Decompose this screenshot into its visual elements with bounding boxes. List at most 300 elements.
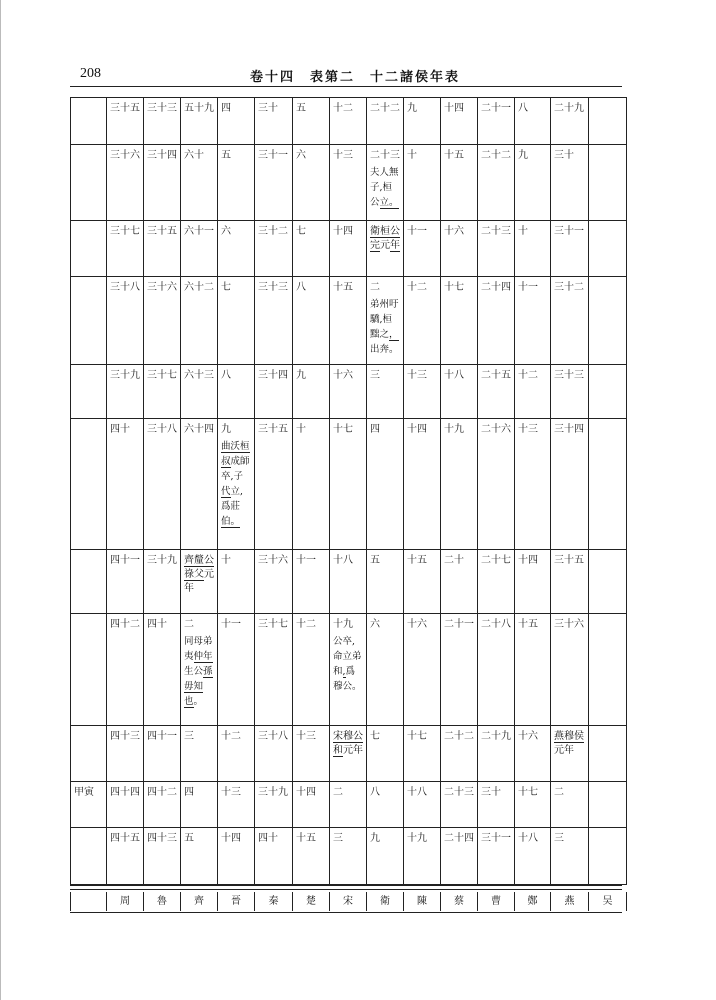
year-value: 二十六 (481, 424, 511, 435)
year-value: 十四 (407, 424, 427, 435)
year-cell (181, 145, 218, 221)
year-value: 三十五 (554, 555, 584, 566)
year-value: 三十六 (110, 150, 140, 161)
year-value: 三十 (258, 103, 278, 114)
table-row (71, 145, 627, 221)
year-value: 十 (296, 424, 306, 435)
year-cell (589, 277, 627, 365)
year-value: 三十六 (554, 619, 584, 630)
year-value: 十九 (333, 619, 353, 630)
year-cell (515, 782, 551, 828)
year-cell (330, 550, 367, 614)
year-cell (367, 550, 404, 614)
year-cell (589, 782, 627, 828)
year-value: 七 (370, 731, 380, 742)
state-name: 魯 (144, 892, 181, 911)
year-cell (293, 145, 330, 221)
year-cell (107, 277, 144, 365)
year-value: 二 (333, 787, 343, 798)
year-cell (218, 221, 255, 277)
state-name: 燕 (551, 892, 589, 911)
era-cell (71, 277, 107, 365)
year-value: 十二 (333, 103, 353, 114)
year-cell (441, 98, 478, 145)
year-value: 六十一 (184, 226, 214, 237)
table-row (71, 614, 627, 726)
year-cell (144, 221, 181, 277)
year-value: 十五 (518, 619, 538, 630)
year-value: 十七 (333, 424, 353, 435)
year-cell (255, 550, 293, 614)
year-cell (367, 365, 404, 419)
year-cell (144, 782, 181, 828)
year-cell (144, 726, 181, 782)
year-cell (144, 365, 181, 419)
year-value: 十一 (296, 555, 316, 566)
year-cell (551, 828, 589, 885)
year-cell (181, 277, 218, 365)
year-cell (255, 419, 293, 550)
year-cell (441, 782, 478, 828)
year-cell (144, 828, 181, 885)
year-cell (107, 782, 144, 828)
year-value: 二十二 (444, 731, 474, 742)
year-value: 十六 (444, 226, 464, 237)
year-cell (293, 221, 330, 277)
era-cell (71, 221, 107, 277)
year-value: 三十一 (554, 226, 584, 237)
year-value: 三十七 (147, 370, 177, 381)
year-cell (218, 614, 255, 726)
table-row (71, 782, 627, 828)
year-cell (551, 365, 589, 419)
year-value: 十五 (444, 150, 464, 161)
year-cell (515, 145, 551, 221)
year-value: 十五 (296, 833, 316, 844)
year-cell (330, 365, 367, 419)
year-cell (144, 419, 181, 550)
year-value: 十九 (407, 833, 427, 844)
year-value: 十六 (407, 619, 427, 630)
year-value: 十四 (333, 226, 353, 237)
year-cell (478, 550, 515, 614)
year-value: 二十三 (370, 150, 400, 161)
state-name: 蔡 (441, 892, 478, 911)
year-cell (107, 145, 144, 221)
year-value: 十五 (407, 555, 427, 566)
year-value: 三十二 (554, 282, 584, 293)
year-value: 燕穆侯元年 (554, 731, 584, 756)
year-cell (589, 614, 627, 726)
state-name: 楚 (293, 892, 330, 911)
year-value: 三十 (554, 150, 574, 161)
year-value: 四 (184, 787, 194, 798)
state-name: 秦 (255, 892, 293, 911)
year-cell (107, 614, 144, 726)
footer-top-rule (70, 889, 622, 890)
year-cell (404, 726, 441, 782)
year-cell (255, 614, 293, 726)
year-value: 四十一 (147, 731, 177, 742)
table-row (71, 726, 627, 782)
year-cell (515, 277, 551, 365)
year-value: 十六 (518, 731, 538, 742)
state-name: 吴 (589, 892, 627, 911)
year-cell (144, 277, 181, 365)
year-cell (551, 277, 589, 365)
year-value: 十八 (444, 370, 464, 381)
year-value: 十 (221, 555, 231, 566)
year-value: 十 (407, 150, 417, 161)
year-cell (551, 419, 589, 550)
year-cell (551, 145, 589, 221)
year-value: 三 (184, 731, 194, 742)
year-value: 三十八 (258, 731, 288, 742)
era-cell (71, 828, 107, 885)
year-value: 二十二 (481, 150, 511, 161)
year-value: 十四 (444, 103, 464, 114)
year-value: 二十三 (481, 226, 511, 237)
year-cell (589, 550, 627, 614)
year-cell (515, 221, 551, 277)
year-value: 六十四 (184, 424, 214, 435)
year-cell (589, 726, 627, 782)
year-value: 十二 (296, 619, 316, 630)
year-cell (255, 221, 293, 277)
year-cell (330, 419, 367, 550)
year-value: 十二 (407, 282, 427, 293)
year-value: 六 (370, 619, 380, 630)
year-value: 三十六 (258, 555, 288, 566)
era-cell (71, 419, 107, 550)
year-value: 十一 (221, 619, 241, 630)
year-value: 宋穆公和元年 (333, 731, 363, 756)
state-name: 衛 (367, 892, 404, 911)
year-value: 六 (296, 150, 306, 161)
year-cell (255, 145, 293, 221)
year-cell (255, 98, 293, 145)
state-header-row (70, 892, 627, 911)
year-cell (181, 221, 218, 277)
year-value: 三十二 (258, 226, 288, 237)
event-note: 曲沃桓叔成師卒,子代立,爲莊伯。 (221, 441, 250, 527)
year-value: 四十三 (147, 833, 177, 844)
year-value: 十八 (518, 833, 538, 844)
year-cell (367, 98, 404, 145)
year-cell (181, 828, 218, 885)
year-cell (404, 98, 441, 145)
year-value: 二十九 (554, 103, 584, 114)
year-cell (515, 419, 551, 550)
era-cell (71, 726, 107, 782)
year-cell (293, 782, 330, 828)
year-cell (478, 221, 515, 277)
year-value: 十七 (518, 787, 538, 798)
year-cell (404, 221, 441, 277)
year-value: 二十九 (481, 731, 511, 742)
year-cell (107, 419, 144, 550)
year-cell (441, 726, 478, 782)
year-cell (293, 614, 330, 726)
year-value: 十八 (407, 787, 427, 798)
event-note: 同母弟夷仲年生公孫毋知也。 (184, 636, 213, 707)
year-cell (330, 277, 367, 365)
year-value: 三 (333, 833, 343, 844)
year-cell (218, 419, 255, 550)
year-cell (441, 419, 478, 550)
year-value: 三十五 (110, 103, 140, 114)
year-cell (107, 828, 144, 885)
year-value: 二十四 (481, 282, 511, 293)
table-row (71, 550, 627, 614)
year-value: 三十 (481, 787, 501, 798)
year-value: 十三 (333, 150, 353, 161)
year-value: 三十三 (258, 282, 288, 293)
year-value: 三十四 (554, 424, 584, 435)
year-cell (367, 277, 404, 365)
year-cell (404, 365, 441, 419)
year-value: 四十一 (110, 555, 140, 566)
year-cell (404, 550, 441, 614)
year-value: 四十五 (110, 833, 140, 844)
year-value: 三十八 (147, 424, 177, 435)
year-value: 二 (554, 787, 564, 798)
year-cell (367, 221, 404, 277)
year-cell (367, 145, 404, 221)
year-value: 十四 (221, 833, 241, 844)
year-cell (218, 726, 255, 782)
year-cell (367, 828, 404, 885)
era-cell (71, 550, 107, 614)
year-cell (367, 614, 404, 726)
year-cell (515, 98, 551, 145)
year-cell (589, 419, 627, 550)
year-value: 三 (370, 370, 380, 381)
year-cell (255, 365, 293, 419)
year-cell (181, 614, 218, 726)
year-cell (218, 365, 255, 419)
year-value: 三十一 (481, 833, 511, 844)
year-value: 三十六 (147, 282, 177, 293)
year-value: 二十五 (481, 370, 511, 381)
year-value: 七 (221, 282, 231, 293)
year-cell (181, 98, 218, 145)
year-value: 三十七 (258, 619, 288, 630)
year-cell (144, 550, 181, 614)
year-value: 三十七 (110, 226, 140, 237)
chronology-table (70, 97, 627, 885)
year-value: 五十九 (184, 103, 214, 114)
year-value: 四十四 (110, 787, 140, 798)
year-value: 三十九 (110, 370, 140, 381)
year-cell (551, 782, 589, 828)
era-cell (71, 365, 107, 419)
year-value: 十八 (333, 555, 353, 566)
year-value: 九 (407, 103, 417, 114)
table-row (71, 419, 627, 550)
year-value: 十三 (296, 731, 316, 742)
year-cell (218, 98, 255, 145)
year-cell (330, 221, 367, 277)
year-cell (144, 145, 181, 221)
year-value: 九 (296, 370, 306, 381)
year-cell (441, 145, 478, 221)
year-cell (330, 98, 367, 145)
year-value: 十四 (296, 787, 316, 798)
event-note: 夫人無子,桓公立。 (370, 167, 399, 208)
year-value: 十一 (518, 282, 538, 293)
year-cell (478, 419, 515, 550)
year-cell (330, 828, 367, 885)
year-value: 十七 (407, 731, 427, 742)
year-cell (255, 782, 293, 828)
year-value: 三十三 (554, 370, 584, 381)
year-cell (107, 365, 144, 419)
year-cell (589, 828, 627, 885)
year-cell (255, 277, 293, 365)
year-value: 四十 (258, 833, 278, 844)
year-cell (589, 221, 627, 277)
year-cell (441, 277, 478, 365)
year-cell (293, 828, 330, 885)
year-cell (218, 145, 255, 221)
year-cell (181, 782, 218, 828)
year-value: 二 (184, 619, 194, 630)
year-cell (404, 145, 441, 221)
year-cell (293, 419, 330, 550)
year-value: 六十三 (184, 370, 214, 381)
year-value: 三 (554, 833, 564, 844)
table-row (71, 221, 627, 277)
year-value: 二十四 (444, 833, 474, 844)
year-value: 六十二 (184, 282, 214, 293)
year-cell (515, 550, 551, 614)
event-note: 弟州吁驕,桓黜之，出奔。 (370, 299, 399, 355)
year-value: 二十八 (481, 619, 511, 630)
year-cell (367, 419, 404, 550)
table-row (71, 98, 627, 145)
year-value: 四十二 (110, 619, 140, 630)
year-cell (551, 221, 589, 277)
footer-blank-cell (71, 892, 107, 911)
year-cell (181, 726, 218, 782)
year-value: 三十三 (147, 103, 177, 114)
year-value: 二十一 (481, 103, 511, 114)
year-cell (404, 419, 441, 550)
year-cell (293, 726, 330, 782)
year-cell (293, 365, 330, 419)
state-name: 鄭 (515, 892, 551, 911)
year-value: 八 (370, 787, 380, 798)
year-cell (330, 614, 367, 726)
year-value: 齊釐公祿父元年 (184, 555, 214, 594)
year-value: 十二 (221, 731, 241, 742)
year-value: 五 (370, 555, 380, 566)
year-cell (107, 550, 144, 614)
year-cell (478, 782, 515, 828)
era-cell (71, 614, 107, 726)
year-cell (218, 277, 255, 365)
year-cell (478, 98, 515, 145)
year-value: 四十三 (110, 731, 140, 742)
year-cell (404, 828, 441, 885)
year-cell (181, 365, 218, 419)
year-value: 四 (221, 103, 231, 114)
year-value: 五 (221, 150, 231, 161)
year-value: 六十 (184, 150, 204, 161)
year-value: 五 (184, 833, 194, 844)
year-cell (589, 98, 627, 145)
year-value: 三十四 (258, 370, 288, 381)
year-cell (181, 550, 218, 614)
year-value: 十二 (518, 370, 538, 381)
year-value: 五 (296, 103, 306, 114)
year-value: 二十 (444, 555, 464, 566)
year-cell (589, 145, 627, 221)
year-cell (293, 550, 330, 614)
year-cell (218, 828, 255, 885)
year-value: 三十五 (258, 424, 288, 435)
table-row (71, 365, 627, 419)
year-cell (478, 277, 515, 365)
table-bottom-rule (70, 885, 622, 886)
era-cell: 甲寅 (71, 782, 107, 828)
year-cell (367, 782, 404, 828)
year-value: 九 (370, 833, 380, 844)
year-cell (107, 221, 144, 277)
year-cell (478, 365, 515, 419)
header-rule (70, 86, 622, 87)
year-value: 二十三 (444, 787, 474, 798)
year-cell (515, 614, 551, 726)
year-cell (107, 98, 144, 145)
year-cell (330, 145, 367, 221)
year-cell (293, 277, 330, 365)
year-cell (218, 782, 255, 828)
year-cell (255, 726, 293, 782)
year-cell (404, 614, 441, 726)
year-cell (181, 419, 218, 550)
page-edge (0, 0, 1, 1000)
year-cell (515, 828, 551, 885)
year-value: 四十 (147, 619, 167, 630)
year-value: 十四 (518, 555, 538, 566)
year-cell (218, 550, 255, 614)
year-value: 四十 (110, 424, 130, 435)
year-cell (255, 828, 293, 885)
year-cell (441, 614, 478, 726)
year-value: 十 (518, 226, 528, 237)
year-cell (551, 614, 589, 726)
year-value: 八 (518, 103, 528, 114)
year-value: 八 (221, 370, 231, 381)
year-cell (515, 365, 551, 419)
year-value: 九 (221, 424, 231, 435)
year-cell (551, 550, 589, 614)
year-value: 三十九 (147, 555, 177, 566)
year-value: 二 (370, 282, 380, 293)
year-cell (441, 365, 478, 419)
year-value: 十五 (333, 282, 353, 293)
state-name: 曹 (478, 892, 515, 911)
table-row (71, 828, 627, 885)
year-cell (478, 726, 515, 782)
year-value: 六 (221, 226, 231, 237)
year-value: 十一 (407, 226, 427, 237)
state-name: 宋 (330, 892, 367, 911)
year-cell (551, 726, 589, 782)
year-value: 八 (296, 282, 306, 293)
